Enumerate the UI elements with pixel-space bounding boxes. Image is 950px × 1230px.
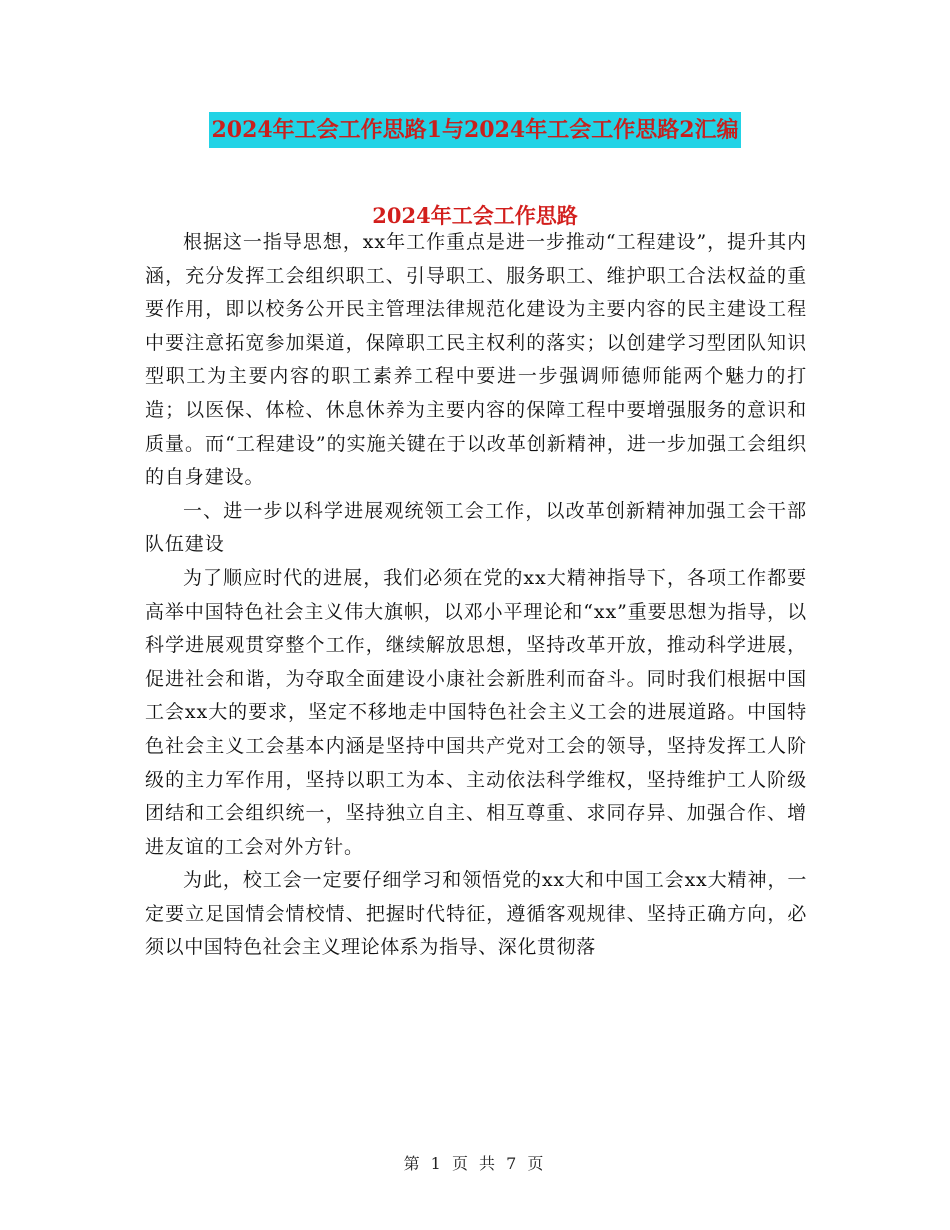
document-body [145, 226, 807, 965]
paragraph: 为此，校工会一定要仔细学习和领悟党的xx大和中国工会xx大精神，一定要立足国情会情校情、把握时代特征，遵循客观规律、坚持正确方向，必须以中国特色社会主义理论体系为指导、深化贯彻落 [145, 869, 807, 959]
paragraph-heading: 一、进一步以科学进展观统领工会工作，以改革创新精神加强工会干部队伍建设 [145, 499, 807, 556]
section-title: 2024年工会工作思路 [372, 203, 578, 228]
page-footer: 第 1 页 共 7 页 [403, 1154, 547, 1173]
document-title-wrapper [0, 112, 950, 148]
document-title: 2024年工会工作思路1与2024年工会工作思路2汇编 [209, 112, 740, 148]
paragraph: 为了顺应时代的进展，我们必须在党的xx大精神指导下，各项工作都要高举中国特色社会主义伟大旗帜，以邓小平理论和“xx”重要思想为指导，以科学进展观贯穿整个工作，继续解放思想，坚持改革开放，推动科学进展，促进社会和谐，为夺取全面建设小康社会新胜利而奋斗。同时我们根据中国工会xx大的要求，坚定不移地走中国特色社会主义工会的进展道路。中国特色社会主义工会基本内涵是坚持中国共产党对工会的领导，坚持发挥工人阶级的主力军作用，坚持以职工为本、主动依法科学维权，坚持维护工人阶级团结和工会组织统一，坚持独立自主、相互尊重、求同存异、加强合作、增进友谊的工会对外方针。 [145, 566, 807, 858]
paragraph: 根据这一指导思想，xx年工作重点是进一步推动“工程建设”，提升其内涵，充分发挥工会组织职工、引导职工、服务职工、维护职工合法权益的重要作用，即以校务公开民主管理法律规范化建设为主要内容的民主建设工程中要注意拓宽参加渠道，保障职工民主权利的落实；以创建学习型团队知识型职工为主要内容的职工素养工程中要进一步强调师德师能两个魅力的打造；以医保、体检、休息休养为主要内容的保障工程中要增强服务的意识和质量。而“工程建设”的实施关键在于以改革创新精神，进一步加强工会组织的自身建设。 [145, 231, 807, 489]
